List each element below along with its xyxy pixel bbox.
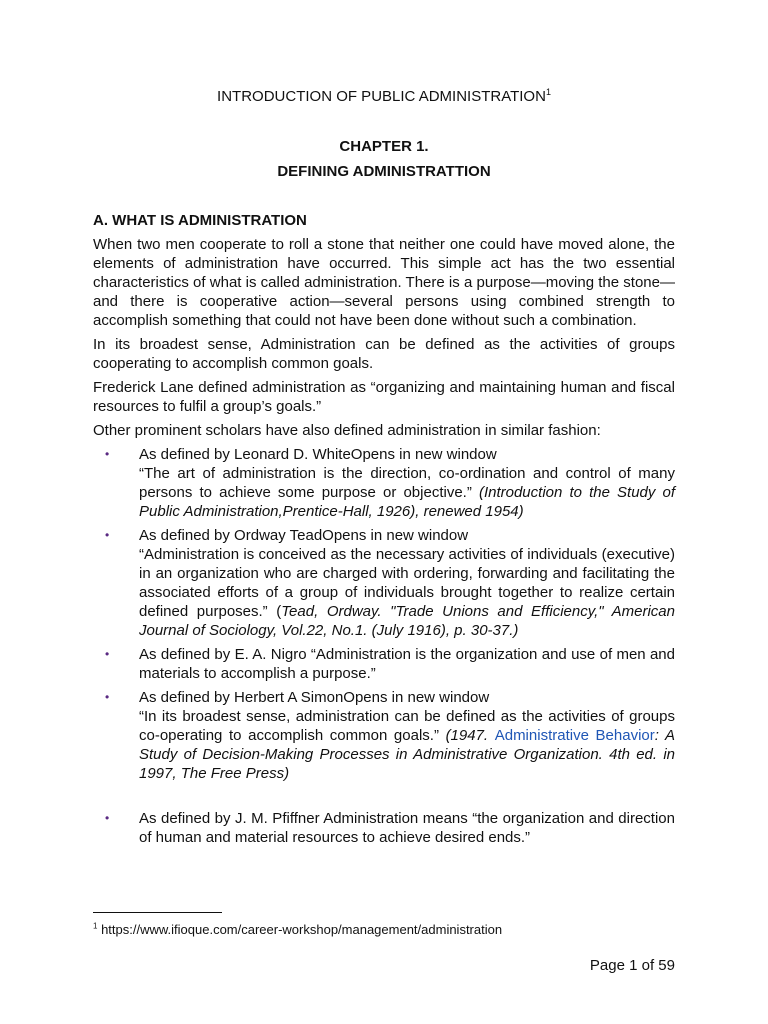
pfiffner-text: As defined by J. M. Pfiffner Administration means “the organization and direction of human and material resources to achieve desired ends.” xyxy=(139,810,675,846)
list-item-simon xyxy=(93,688,675,783)
document-title xyxy=(93,87,675,106)
chapter-title: DEFINING ADMINISTRATTION xyxy=(277,163,491,180)
list-item-nigro xyxy=(93,645,675,683)
simon-quote: “In its broadest sense, administration can be defined as the activities of groups co-operating to accomplish common goals.” xyxy=(139,708,675,744)
simon-heading: As defined by Herbert A SimonOpens in new window xyxy=(139,689,490,706)
tead-heading: As defined by Ordway TeadOpens in new window xyxy=(139,527,469,544)
nigro-text: As defined by E. A. Nigro “Administration is the organization and use of men and materials to accomplish a purpose.” xyxy=(139,646,675,682)
list-item-pfiffner xyxy=(93,809,675,847)
tead-citation: Tead, Ordway. "Trade Unions and Efficiency," American Journal of Sociology, Vol.22, No.1. (July 1916), p. 30-37.) xyxy=(139,603,675,639)
title-footnote-ref[interactable]: 1 xyxy=(545,87,551,97)
footnote-number: 1 xyxy=(93,921,98,931)
footnote-url[interactable]: https://www.ifioque.com/career-workshop/management/administration xyxy=(97,922,503,937)
paragraph-lane: Frederick Lane defined administration as “organizing and maintaining human and fiscal resources to fulfil a group’s goals.” xyxy=(93,379,675,415)
administrative-behavior-link[interactable]: Administrative Behavior xyxy=(494,727,655,744)
simon-citation-post: : A Study of Decision-Making Processes in Administrative Organization. 4th ed. in 1997, The Free Press) xyxy=(139,727,675,782)
bullet-icon: • xyxy=(105,811,110,825)
paragraph-broad-sense: In its broadest sense, Administration can be defined as the activities of groups cooperating to accomplish common goals. xyxy=(93,336,675,372)
white-heading: As defined by Leonard D. WhiteOpens in new window xyxy=(139,446,497,463)
document-title-text: INTRODUCTION OF PUBLIC ADMINISTRATION xyxy=(217,88,546,105)
list-item-white xyxy=(93,445,675,521)
tead-quote: “Administration is conceived as the necessary activities of individuals (executive) in an organization who are charged with ordering, forwarding and facilitating the associated efforts of a group of individuals brought together to realize certain defined purposes.” ( xyxy=(139,546,675,620)
chapter-number: CHAPTER 1. xyxy=(339,138,429,155)
section-heading: A. WHAT IS ADMINISTRATION xyxy=(93,212,307,229)
white-quote: “The art of administration is the direction, co-ordination and control of many persons to achieve some purpose or objective.” xyxy=(139,465,675,501)
list-item-tead xyxy=(93,526,675,640)
bullet-icon: • xyxy=(105,690,110,704)
footnote-divider xyxy=(93,912,222,913)
footnote xyxy=(93,920,502,939)
page-number: Page 1 of 59 xyxy=(589,957,675,974)
paragraph-scholars: Other prominent scholars have also defined administration in similar fashion: xyxy=(93,422,601,439)
bullet-icon: • xyxy=(105,447,110,461)
definitions-list xyxy=(93,445,675,847)
document-body xyxy=(93,235,675,852)
white-citation: (Introduction to the Study of Public Administration,Prentice-Hall, 1926), renewed 1954) xyxy=(139,484,676,520)
simon-citation-pre: (1947. xyxy=(445,727,495,744)
bullet-icon: • xyxy=(105,528,110,542)
paragraph-intro: When two men cooperate to roll a stone that neither one could have moved alone, the elements of administration have occurred. This simple act has the two essential characteristics of what is called administration. There is a purpose—moving the stone—and there is cooperative action—several persons using combined strength to accomplish something that could not have been done without such a combination. xyxy=(93,236,675,329)
bullet-icon: • xyxy=(105,647,110,661)
